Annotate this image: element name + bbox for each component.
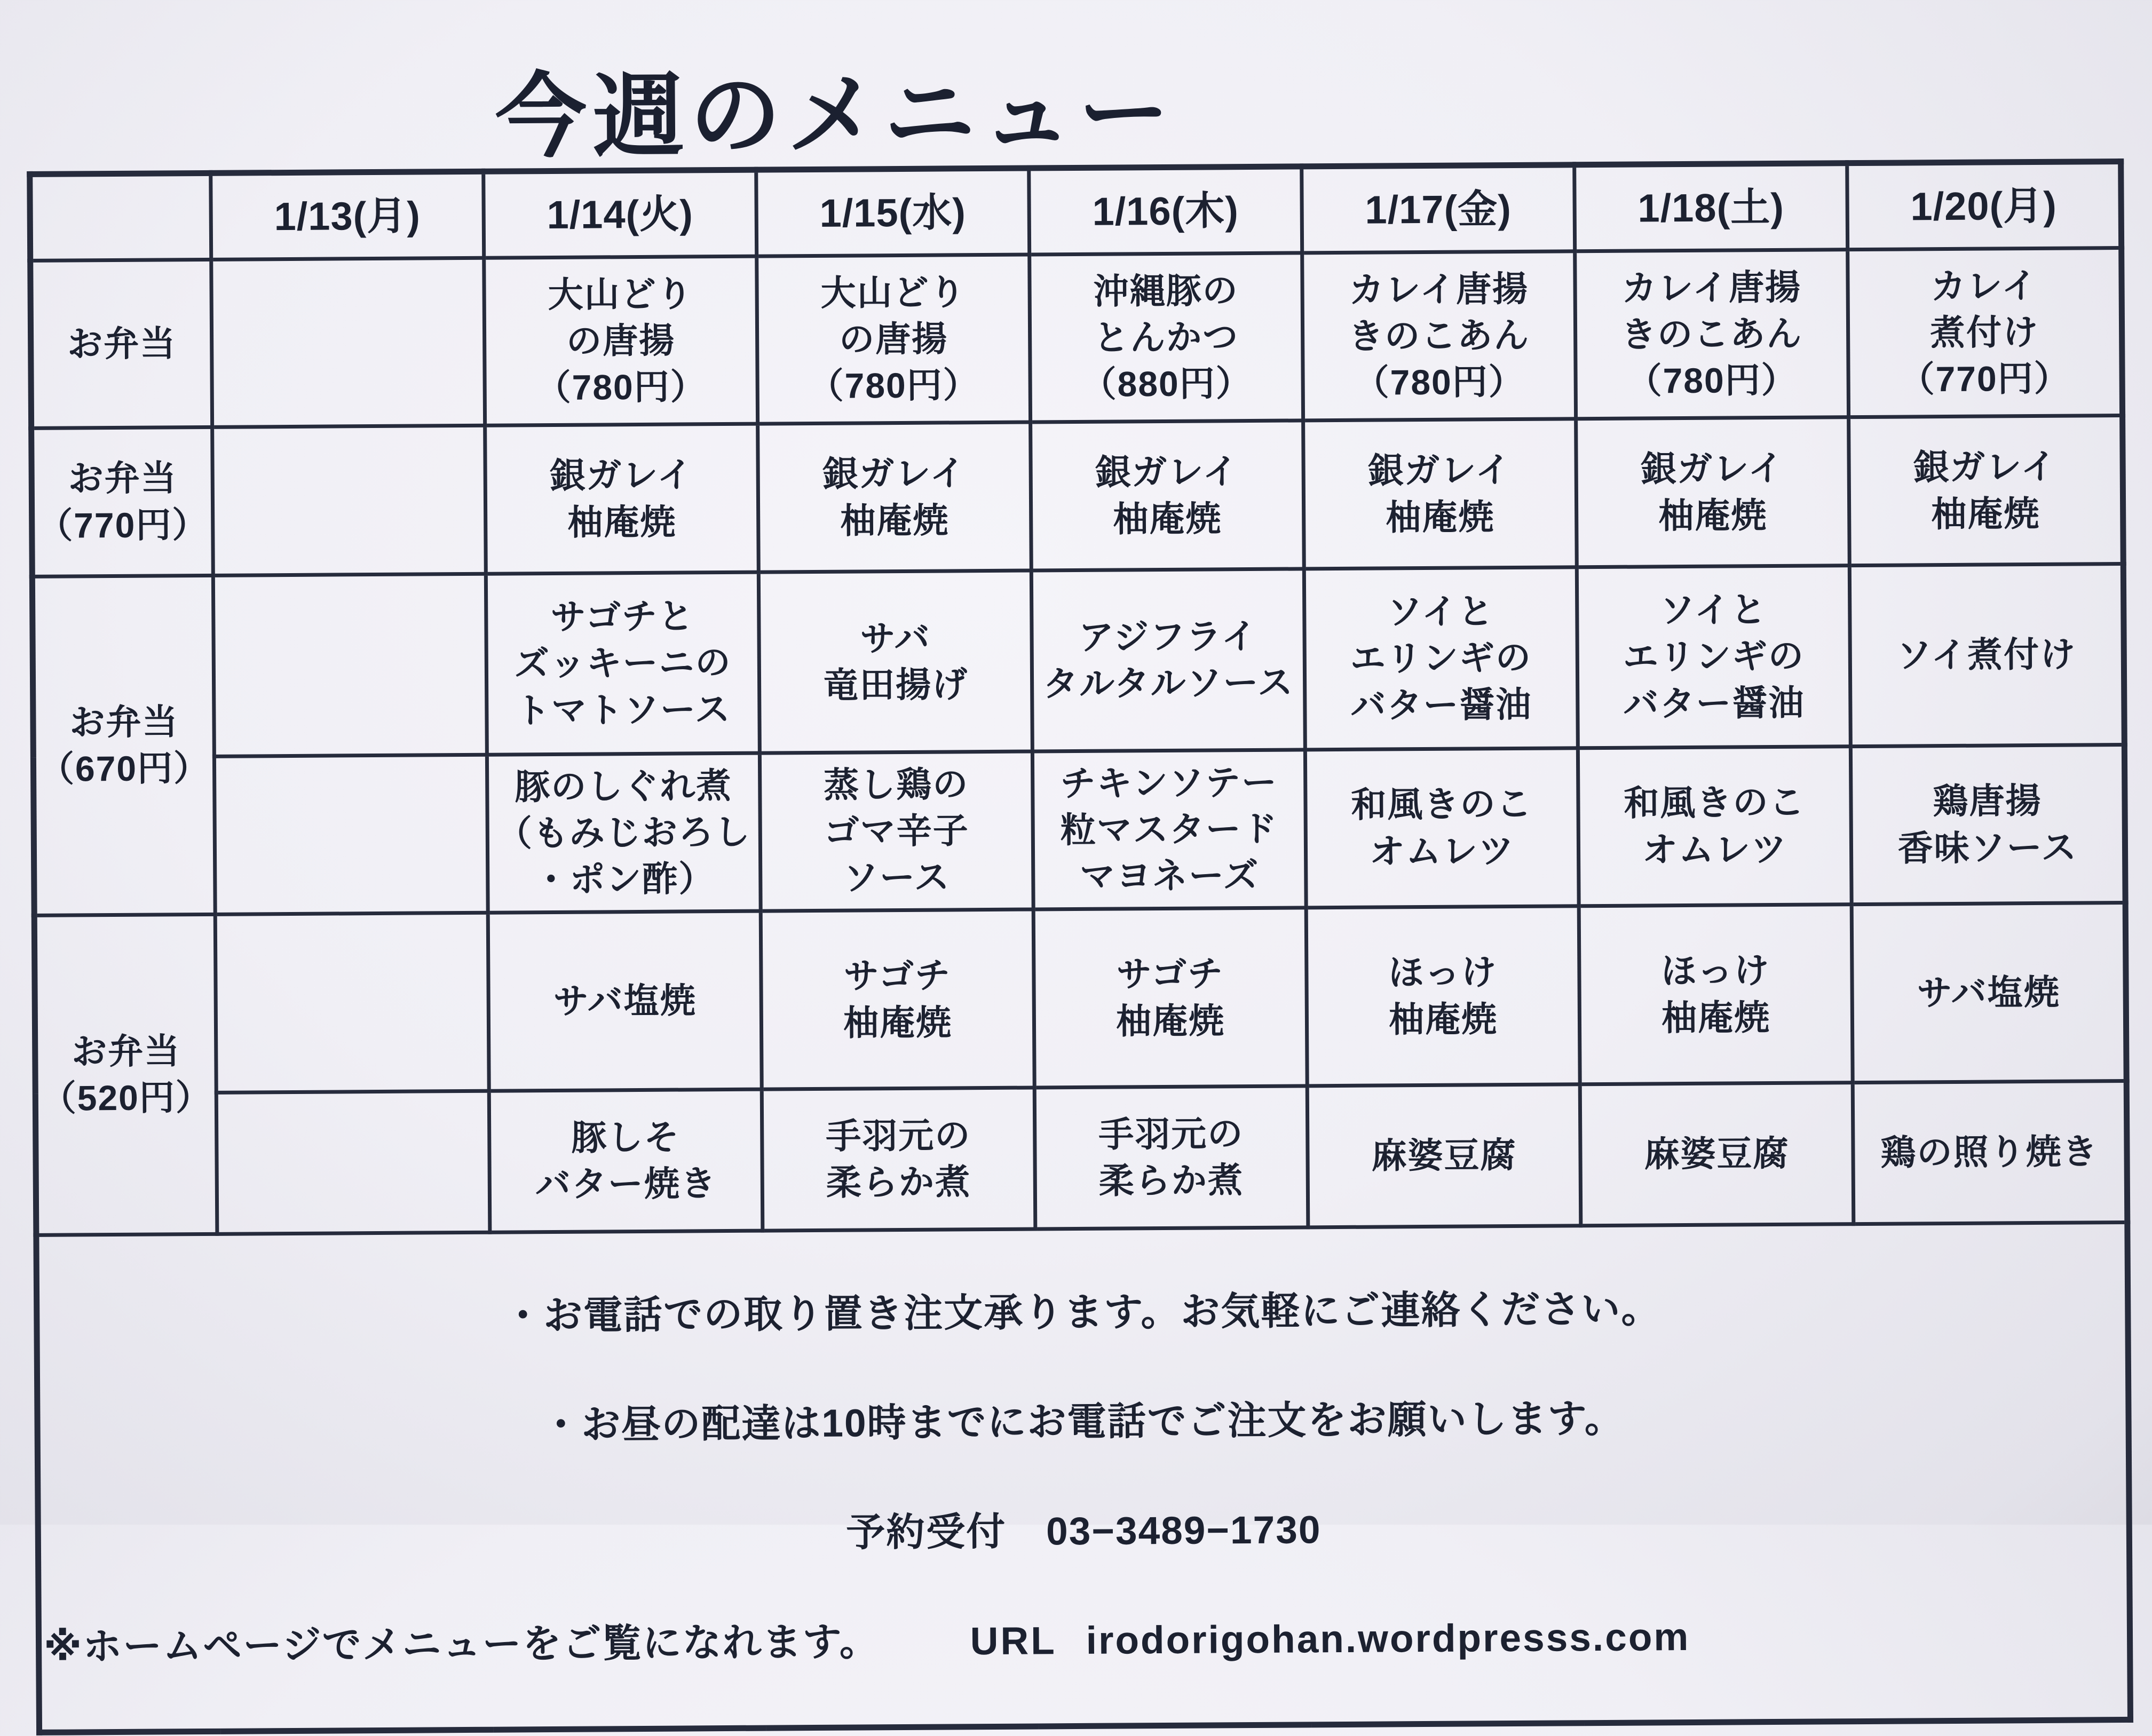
meal-cell: サバ塩焼 xyxy=(488,911,762,1091)
footer-row xyxy=(36,1222,2131,1732)
meal-cell: 大山どり の唐揚 （780円） xyxy=(484,256,758,425)
meal-cell xyxy=(215,913,489,1092)
meal-cell: ソイと エリンギの バター醤油 xyxy=(1577,566,1850,748)
date-header-mon13: 1/13(月) xyxy=(211,171,484,259)
date-header-wed15: 1/15(水) xyxy=(756,168,1030,256)
meal-cell: チキンソテー 粒マスタード マヨネーズ xyxy=(1032,750,1306,909)
page-title: 今週のメニュー xyxy=(495,61,1176,169)
bento-520-row-b xyxy=(35,1081,2127,1235)
meal-cell: サゴチ 柚庵焼 xyxy=(761,909,1034,1089)
meal-cell: 麻婆豆腐 xyxy=(1580,1083,1854,1226)
meal-cell: 沖縄豚の とんかつ （880円） xyxy=(1030,253,1303,422)
meal-cell: 鶏の照り焼き xyxy=(1853,1081,2127,1224)
meal-cell xyxy=(212,425,486,575)
meal-cell: 鶏唐揚 香味ソース xyxy=(1850,745,2125,905)
meal-cell: 銀ガレイ 柚庵焼 xyxy=(485,424,759,574)
meal-cell: カレイ唐揚 きのこあん （780円） xyxy=(1575,250,1849,419)
meal-cell: ほっけ 柚庵焼 xyxy=(1306,906,1580,1086)
bento-670-row-a xyxy=(32,564,2124,758)
meal-cell: 銀ガレイ 柚庵焼 xyxy=(1849,416,2124,566)
meal-cell: アジフライ タルタルソース xyxy=(1031,569,1305,751)
meal-cell: サゴチと ズッキーニの トマトソース xyxy=(486,572,759,755)
bento-row xyxy=(30,248,2123,429)
url-label: URL xyxy=(970,1619,1057,1663)
meal-cell xyxy=(216,1091,490,1234)
category-cell-bento: お弁当 xyxy=(30,259,212,428)
meal-cell: 蒸し鶏の ゴマ辛子 ソース xyxy=(759,751,1033,911)
meal-cell: サバ塩焼 xyxy=(1852,902,2126,1082)
meal-cell: カレイ 煮付け （770円） xyxy=(1848,248,2123,417)
meal-cell: 手羽元の 柔らか煮 xyxy=(762,1088,1035,1231)
footer-reservation-phone: 予約受付 03−3489−1730 xyxy=(845,1508,1322,1555)
meal-cell xyxy=(211,258,485,427)
meal-cell: サバ 竜田揚げ xyxy=(758,570,1032,753)
meal-cell: 豚しそ バター焼き xyxy=(489,1089,763,1232)
date-header-mon20: 1/20(月) xyxy=(1847,162,2122,250)
footer-note-phone-hold: ・お電話での取り置き注文承ります。お気軽にご連絡ください。 xyxy=(503,1287,1662,1338)
weekly-menu-table xyxy=(27,158,2133,1735)
meal-cell: 銀ガレイ 柚庵焼 xyxy=(1031,421,1304,570)
meal-cell: ほっけ 柚庵焼 xyxy=(1579,905,1853,1084)
category-cell-770: お弁当 （770円） xyxy=(31,427,213,576)
footer-note-delivery: ・お昼の配達は10時までにお電話でご注文をお願いします。 xyxy=(541,1397,1625,1447)
homepage-url: irodorigohan.wordpresss.com xyxy=(1086,1615,1690,1662)
footer-note-homepage: ※ホームページでメニューをご覧になれます。 xyxy=(43,1620,880,1669)
meal-cell: ソイ煮付け xyxy=(1849,564,2124,747)
meal-cell: 和風きのこ オムレツ xyxy=(1578,747,1852,906)
date-header-row xyxy=(30,162,2122,261)
category-cell-670: お弁当 （670円） xyxy=(32,575,215,915)
meal-cell: 和風きのこ オムレツ xyxy=(1305,748,1579,908)
meal-cell: カレイ唐揚 きのこあん （780円） xyxy=(1302,251,1576,421)
footer-notes xyxy=(36,1222,2131,1732)
meal-cell: 銀ガレイ 柚庵焼 xyxy=(1576,417,1850,567)
date-header-sat18: 1/18(土) xyxy=(1575,163,1848,251)
category-cell-520: お弁当 （520円） xyxy=(34,914,217,1235)
meal-cell: サゴチ 柚庵焼 xyxy=(1033,908,1307,1088)
corner-cell xyxy=(30,173,211,260)
bento-770-row xyxy=(31,416,2124,577)
meal-cell: 手羽元の 柔らか煮 xyxy=(1034,1086,1308,1229)
meal-cell: 豚のしぐれ煮 （もみじおろし ・ポン酢） xyxy=(487,753,761,913)
bento-670-row-b xyxy=(33,745,2125,916)
meal-cell: 麻婆豆腐 xyxy=(1307,1084,1581,1227)
meal-cell: 大山どり の唐揚 （780円） xyxy=(757,255,1031,424)
date-header-fri17: 1/17(金) xyxy=(1302,165,1575,253)
bento-520-row-a xyxy=(34,902,2126,1093)
meal-cell: 銀ガレイ 柚庵焼 xyxy=(1303,419,1577,569)
meal-cell xyxy=(213,574,487,756)
date-header-thu16: 1/16(木) xyxy=(1029,167,1302,255)
meal-cell xyxy=(214,755,488,914)
meal-cell: 銀ガレイ 柚庵焼 xyxy=(758,422,1032,572)
meal-cell: ソイと エリンギの バター醤油 xyxy=(1304,567,1578,750)
date-header-tue14: 1/14(火) xyxy=(484,170,757,258)
